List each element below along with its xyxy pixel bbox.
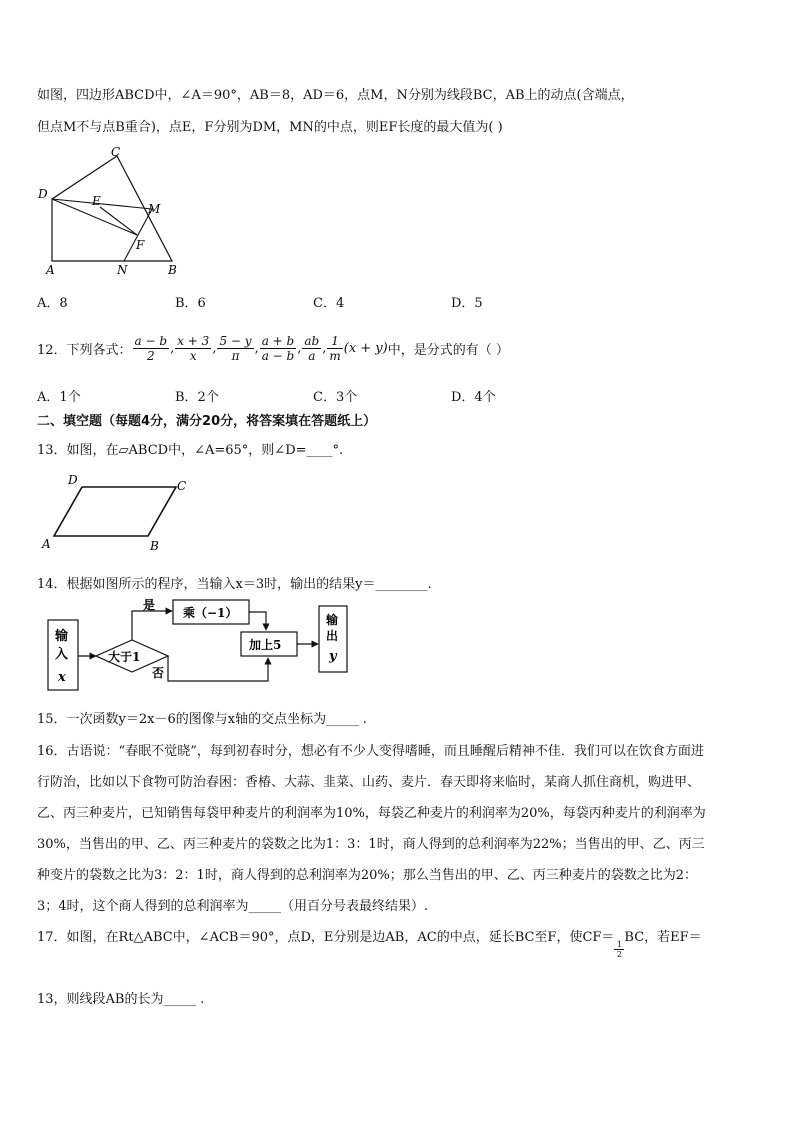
q16-line-1: 16．古语说：“春眠不觉晓”，每到初春时分，想必有不少人变得嗜睡，而且睡醒后精神不佳．我们可以在饮食方面进 — [37, 744, 704, 759]
q14-multiply: 乘（−1） — [183, 606, 238, 620]
q11-line1: 如图，四边形ABCD中，∠A＝90°，AB＝8，AD＝6，点M，N分别为线段BC，AB上的动点(含端点， — [37, 88, 634, 103]
q12-option-a: A．1个 — [37, 390, 81, 405]
q11-label-b: B — [168, 263, 177, 277]
q12-option-b: B．2个 — [175, 390, 219, 405]
q14-input-var: x — [58, 670, 66, 685]
q16-line-3: 乙、丙三种麦片，已知销售每袋甲种麦片的利润率为10%，每袋乙种麦片的利润率为20%，每袋丙种麦片的利润率为 — [37, 806, 706, 821]
q11-label-c: C — [111, 145, 121, 159]
q11-option-d: D．5 — [451, 296, 483, 311]
q11-label-d: D — [38, 187, 48, 201]
q12-frac-6: $\frac{1}{m}$ — [329, 333, 341, 363]
q13-text: 13．如图，在▱ABCD中，∠A=65°，则∠D=____°. — [37, 443, 344, 458]
q16-line-6: 3；4时，这个商人得到的总利润率为_____（用百分号表最终结果）. — [37, 899, 429, 914]
q14-add: 加上5 — [249, 638, 282, 652]
q17-line2: 13，则线段AB的长为_____ . — [37, 992, 205, 1007]
q14-no-label: 否 — [152, 666, 165, 680]
q16-line-5: 种变片的袋数之比为3：2：1时，商人得到的总利润率为20%；那么当售出的甲、乙、丙三种麦片的袋数之比为2： — [37, 868, 697, 883]
q14-decision: 大于1 — [108, 650, 141, 664]
q16-line-2: 行防治，比如以下食物可防治春困：香椿、大蒜、韭菜、山药、麦片．春天即将来临时，某商人抓住商机，购进甲、 — [37, 775, 701, 790]
q11-option-a: A．8 — [37, 296, 68, 311]
q17-line1 — [37, 926, 702, 959]
q17-line1-a: 17．如图，在Rt△ABC中，∠ACB＝90°，点D，E分别是边AB，AC的中点，延长BC至F，使CF＝ — [37, 930, 615, 945]
q12-option-c: C．3个 — [313, 390, 358, 405]
q12-tail-expr: (x + y) — [343, 340, 388, 356]
q13-label-d: D — [68, 473, 78, 487]
q16-line-4: 30%，当售出的甲、乙、丙三种麦片的袋数之比为1：3：1时，商人得到的总利润率为22%；当售出的甲、乙、丙三 — [37, 837, 705, 852]
q11-option-c: C．4 — [313, 296, 345, 311]
q14-input-line1: 输 — [55, 629, 69, 644]
q11-label-f: F — [136, 238, 145, 252]
q12-frac-2: $\frac{x + 3}{x}$ — [177, 333, 210, 363]
q12-suffix: 中，是分式的有（ ） — [387, 342, 509, 358]
q11-label-m: M — [148, 202, 161, 216]
q11-label-n: N — [117, 263, 128, 277]
q13-label-a: A — [42, 537, 51, 551]
q13-figure — [36, 470, 196, 554]
q13-label-b: B — [150, 539, 159, 553]
section-title: 二、填空题（每题4分，满分20分，将答案填在答题纸上） — [37, 414, 377, 429]
q12-frac-5: $\frac{ab}{a}$ — [304, 333, 320, 363]
q12-frac-4: $\frac{a + b}{a - b}$ — [261, 333, 295, 363]
q14-yes-label: 是 — [143, 598, 156, 612]
q14-output-line2: 出 — [326, 629, 339, 643]
q15-text: 15．一次函数y＝2x－6的图像与x轴的交点坐标为_____ . — [37, 712, 367, 727]
q17-fraction: 1 2 — [614, 926, 624, 940]
q14-text: 14．根据如图所示的程序，当输入x＝3时，输出的结果y＝________. — [37, 577, 432, 592]
q17-line1-b: BC，若EF＝ — [624, 930, 702, 945]
q12-option-d: D．4个 — [451, 390, 496, 405]
q12-line: 12．下列各式： $\frac{a - b}{2}$ , $\frac{x + 3}{x}$ , $\frac{5 - y}{\pi}$ , $\frac{a + b}{a - b}$ , $\frac{ab}{a}$ , $\frac{1}{m}$ (x + y) 中，是分式的有（ ） — [37, 333, 509, 363]
q11-figure — [34, 143, 194, 278]
q14-input-line2: 入 — [55, 647, 69, 662]
q14-output-var: y — [329, 649, 337, 664]
q12-frac-1: $\frac{a - b}{2}$ — [134, 333, 168, 363]
q11-label-a: A — [46, 263, 55, 277]
q14-flowchart — [46, 596, 366, 696]
q14-output-line1: 输 — [326, 613, 339, 627]
q13-label-c: C — [177, 479, 187, 493]
q11-label-e: E — [92, 194, 101, 208]
q11-option-b: B．6 — [175, 296, 206, 311]
q11-line2: 但点M不与点B重合)，点E，F分别为DM，MN的中点，则EF长度的最大值为( ) — [37, 120, 503, 135]
q12-prefix: 12．下列各式： — [37, 342, 132, 358]
q12-frac-3: $\frac{5 - y}{\pi}$ — [219, 333, 252, 363]
